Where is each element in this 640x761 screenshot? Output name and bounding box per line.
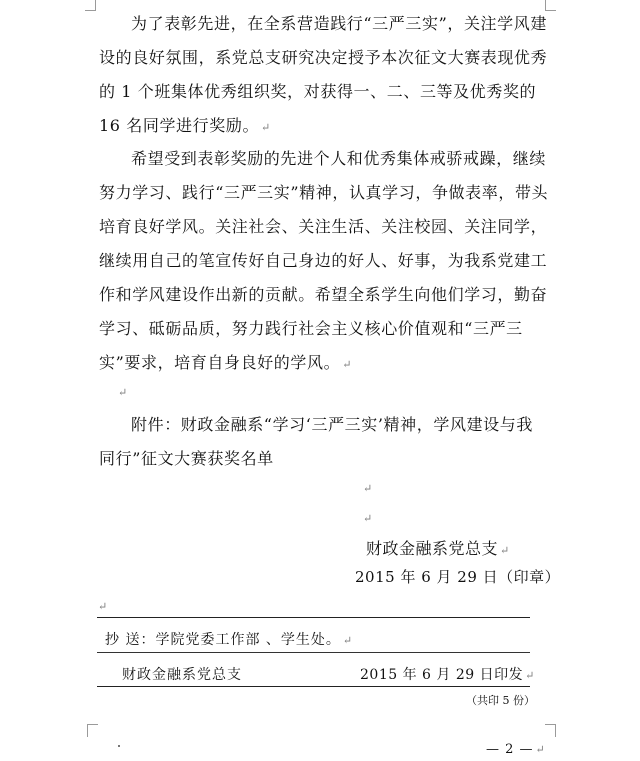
signature-date[interactable]: 2015 年 6 月 29 日（印章） xyxy=(355,568,561,586)
paragraph-text: 希望受到表彰奖励的先进个人和优秀集体戒骄戒躁，继续努力学习、践行“三严三实”精神，认真学习，争做表率，带头培育良好学风。关注社会、关注生活、关注校园、关注同学，继续用自己的笔宣传好自己身边的好人、好事，为我系党建工作和学风建设作出新的贡献。希望全系学生向他们学习，勤奋学习、砥砺品质，努力践行社会主义核心价值观和“三严三实”要求，培育自身良好的学风。 xyxy=(99,149,549,372)
paragraph-mark-icon: ↵ xyxy=(342,358,353,371)
footer-rule-top xyxy=(97,617,530,618)
paragraph-mark-icon: ↵ xyxy=(525,669,535,682)
body-paragraph-expectation[interactable] xyxy=(99,142,549,382)
crop-mark-bottom-left xyxy=(87,724,98,737)
attachment-text: 附件：财政金融系“学习‘三严三实’精神，学风建设与我同行”征文大赛获奖名单 xyxy=(99,415,533,468)
paragraph-mark-icon: ↵ xyxy=(535,743,546,756)
issuer-name[interactable]: 财政金融系党总支 xyxy=(122,667,242,683)
cursor-dot xyxy=(118,745,120,747)
crop-mark-top-left xyxy=(85,0,96,11)
paragraph-mark-icon: ↵ xyxy=(261,121,271,134)
signature-organization[interactable]: 财政金融系党总支 ↵ xyxy=(366,539,510,558)
cc-line[interactable]: 抄 送：学院党委工作部 、学生处。 ↵ xyxy=(105,632,354,648)
paragraph-mark-icon: ↵ xyxy=(118,386,128,399)
body-paragraph-commendation[interactable] xyxy=(99,7,549,145)
paragraph-mark-icon: ↵ xyxy=(342,634,354,647)
paragraph-mark-icon: ↵ xyxy=(363,512,373,525)
crop-mark-bottom-right xyxy=(545,724,556,737)
issue-date[interactable]: 2015 年 6 月 29 日印发 ↵ xyxy=(360,667,535,683)
footer-rule-bottom xyxy=(97,686,530,687)
paragraph-mark-icon: ↵ xyxy=(363,482,373,495)
footer-rule-middle xyxy=(97,652,530,653)
attachment-paragraph[interactable] xyxy=(99,408,549,476)
paragraph-mark-icon: ↵ xyxy=(98,600,108,613)
page-number: — 2 — ↵ xyxy=(486,742,546,757)
paragraph-mark-icon: ↵ xyxy=(500,544,510,557)
copies-count: （共印 5 份） xyxy=(466,694,535,707)
paragraph-text: 为了表彰先进，在全系营造践行“三严三实”，关注学风建设的良好氛围，系党总支研究决定授予本次征文大赛表现优秀的 1 个班集体优秀组织奖，对获得一、二、三等及优秀奖的 16 名同学进行奖励。 xyxy=(99,14,548,135)
